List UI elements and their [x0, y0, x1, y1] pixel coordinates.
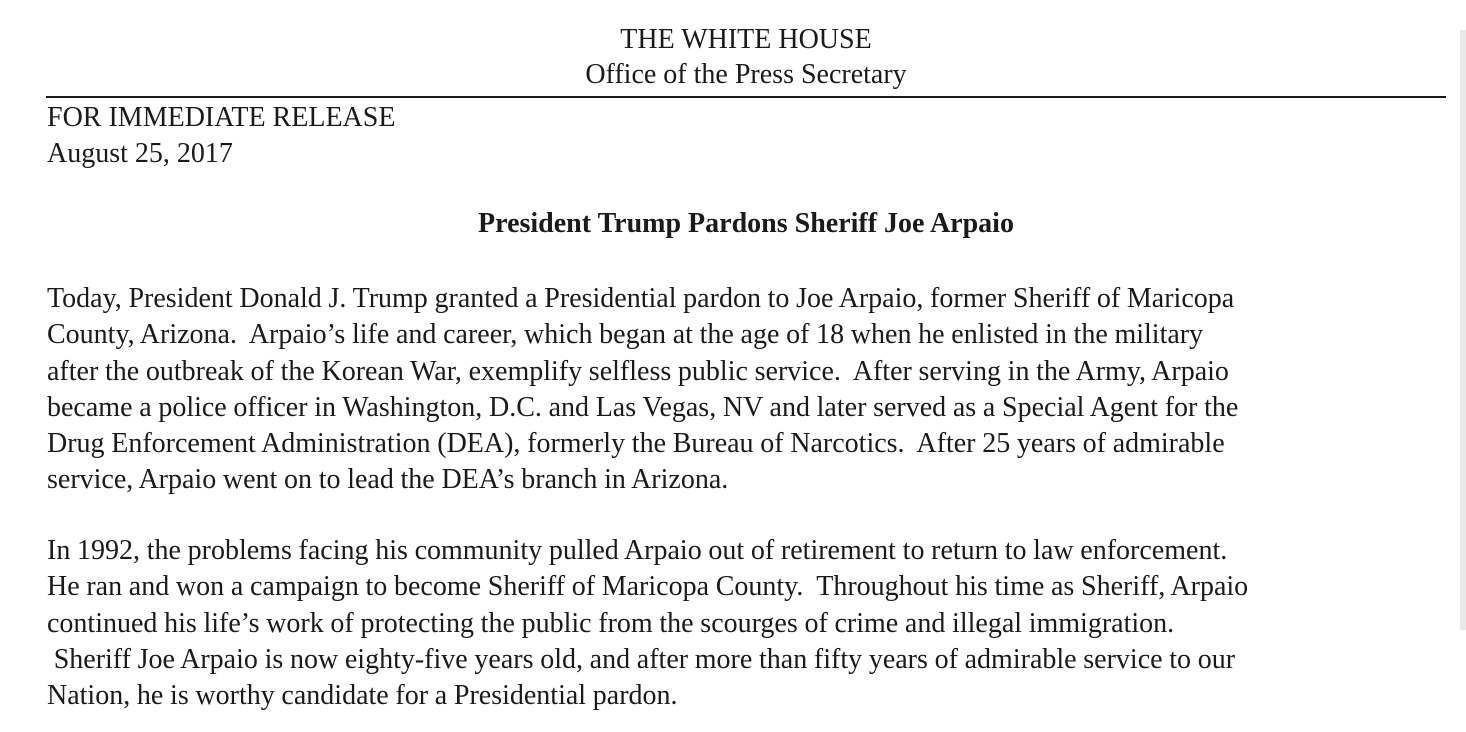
- letterhead: [0, 22, 1466, 92]
- release-title: President Trump Pardons Sheriff Joe Arpaio: [478, 208, 1014, 239]
- paragraph-line: continued his life’s work of protecting the public from the scourges of crime and illegal immigration.: [47, 607, 1175, 639]
- release-label: FOR IMMEDIATE RELEASE: [47, 102, 396, 133]
- letterhead-office: Office of the Press Secretary: [585, 59, 907, 90]
- paragraph-line: In 1992, the problems facing his community pulled Arpaio out of retirement to return to law enforcement.: [47, 535, 1228, 566]
- header-divider: [46, 96, 1446, 98]
- body-paragraph-1: [47, 281, 1447, 499]
- paragraph-line: service, Arpaio went on to lead the DEA’s branch in Arizona.: [47, 464, 729, 496]
- paragraph-line: Sheriff Joe Arpaio is now eighty-five years old, and after more than fifty years of admirable service to our: [47, 643, 1236, 675]
- paragraph-line: after the outbreak of the Korean War, exemplify selfless public service. After serving in the Army, Arpaio: [47, 355, 1229, 387]
- release-date: August 25, 2017: [47, 138, 233, 169]
- paragraph-line: Today, President Donald J. Trump granted a Presidential pardon to Joe Arpaio, former Sheriff of Maricopa: [47, 283, 1235, 314]
- paragraph-line: Nation, he is worthy candidate for a Presidential pardon.: [47, 680, 678, 712]
- scrollbar[interactable]: [1460, 30, 1466, 630]
- paragraph-line: County, Arizona. Arpaio’s life and career, which began at the age of 18 when he enlisted in the military: [47, 319, 1204, 351]
- release-info: [47, 100, 395, 172]
- paragraph-line: became a police officer in Washington, D.C. and Las Vegas, NV and later served as a Special Agent for the: [47, 391, 1239, 423]
- body-paragraph-2: [47, 533, 1447, 714]
- paragraph-line: Drug Enforcement Administration (DEA), formerly the Bureau of Narcotics. After 25 years of admirable: [47, 428, 1225, 460]
- paragraph-line: He ran and won a campaign to become Sheriff of Maricopa County. Throughout his time as Sheriff, Arpaio: [47, 571, 1249, 603]
- letterhead-org: THE WHITE HOUSE: [620, 24, 872, 55]
